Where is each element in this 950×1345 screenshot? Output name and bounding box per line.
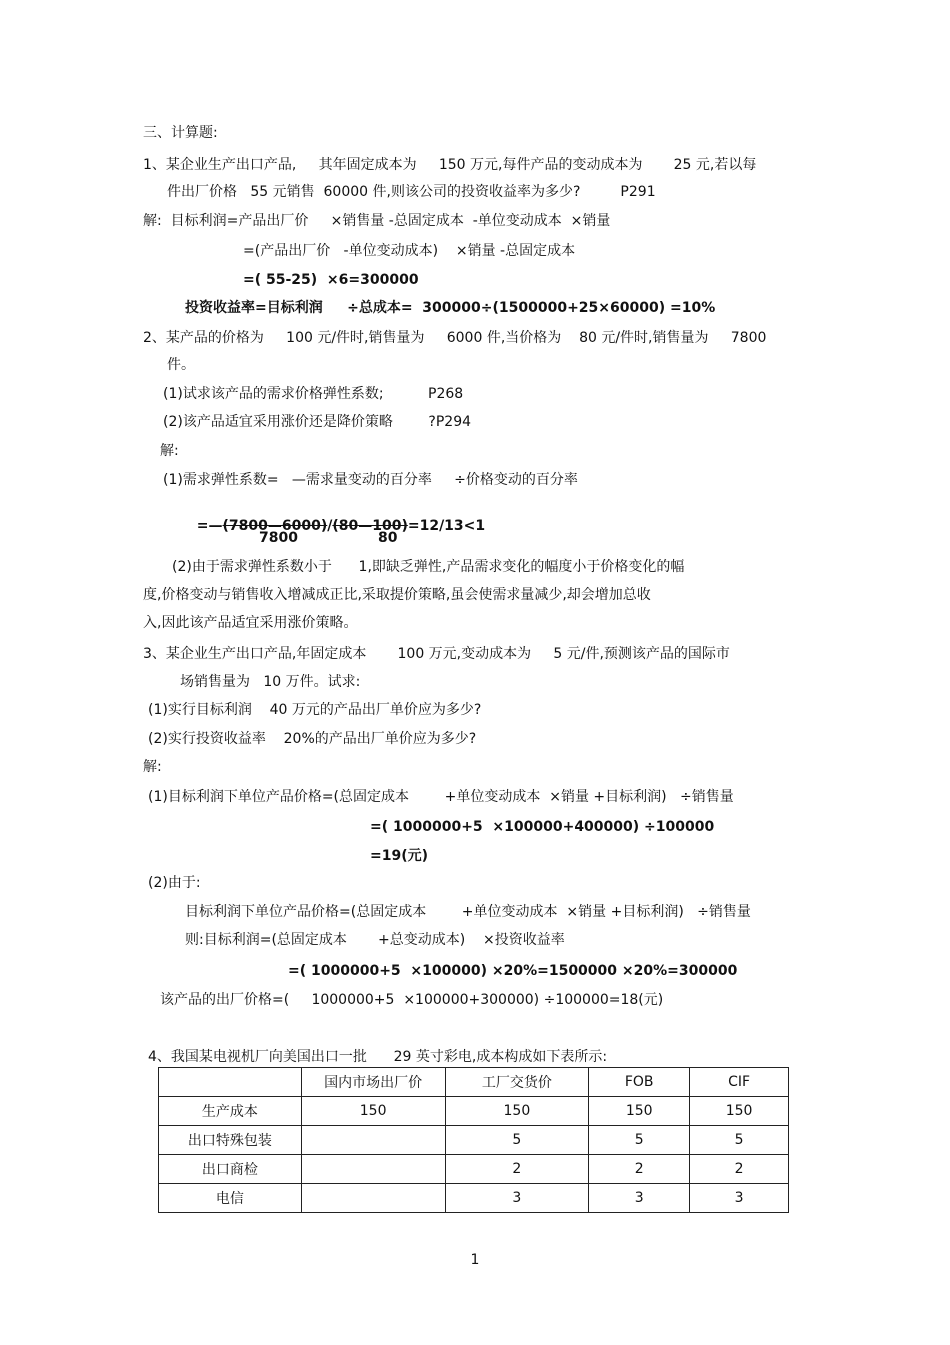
q2-denominator-2: 80 — [378, 530, 398, 546]
table-header-cell: 国内市场出厂价 — [301, 1068, 445, 1097]
table-cell: 2 — [690, 1155, 789, 1184]
table-header-cell: FOB — [589, 1068, 690, 1097]
table-cell: 150 — [589, 1097, 690, 1126]
q2-formula — [187, 499, 485, 535]
table-header-row — [159, 1068, 789, 1097]
table-cell: 电信 — [159, 1184, 302, 1213]
table-cell — [301, 1126, 445, 1155]
table-cell: 150 — [690, 1097, 789, 1126]
page-number: 1 — [470, 1252, 480, 1268]
table-header-cell — [159, 1068, 302, 1097]
q3-line-2: 场销售量为 10 万件。试求: — [180, 674, 361, 690]
q3-solution-label: 解: — [143, 759, 162, 775]
q3-answer-1: (1)目标利润下单位产品价格=(总固定成本 +单位变动成本 ×销量 +目标利润) ÷销售量 — [148, 789, 734, 805]
q2-numerator-1: (7800—6000) — [222, 518, 328, 534]
section-heading: 三、计算题: — [143, 125, 218, 141]
table-row — [159, 1184, 789, 1213]
q3-part-1: (1)实行目标利润 40 万元的产品出厂单价应为多少? — [148, 702, 482, 718]
q3-part2-line-1: 目标利润下单位产品价格=(总固定成本 +单位变动成本 ×销量 +目标利润) ÷销售量 — [185, 904, 751, 920]
table-cell: 出口特殊包装 — [159, 1126, 302, 1155]
q2-line-1: 2、某产品的价格为 100 元/件时,销售量为 6000 件,当价格为 80 元/件时,销售量为 7800 — [143, 330, 767, 346]
table-cell: 3 — [589, 1184, 690, 1213]
q1-line-1: 1、某企业生产出口产品, 其年固定成本为 150 万元,每件产品的变动成本为 25 元,若以每 — [143, 157, 757, 173]
table-row — [159, 1097, 789, 1126]
q2-answer-5: 入,因此该产品适宜采用涨价策略。 — [143, 615, 358, 631]
q3-part2-intro: (2)由于: — [148, 875, 201, 891]
table-cell — [301, 1184, 445, 1213]
table-cell: 2 — [445, 1155, 589, 1184]
table-cell: 150 — [301, 1097, 445, 1126]
table-cell: 3 — [690, 1184, 789, 1213]
q3-line-1: 3、某企业生产出口产品,年固定成本 100 万元,变动成本为 5 元/件,预测该产品的国际市 — [143, 646, 730, 662]
q3-answer-2: =( 1000000+5 ×100000+400000) ÷100000 — [370, 819, 715, 835]
q3-part2-line-3: =( 1000000+5 ×100000) ×20%=1500000 ×20%=300000 — [288, 963, 738, 979]
q3-part2-line-2: 则:目标利润=(总固定成本 +总变动成本) ×投资收益率 — [185, 932, 565, 948]
q2-part-2: (2)该产品适宜采用涨价还是降价策略 ?P294 — [163, 414, 472, 430]
q2-part-1: (1)试求该产品的需求价格弹性系数; P268 — [163, 386, 464, 402]
table-cell: 150 — [445, 1097, 589, 1126]
q2-formula-prefix: =— — [196, 518, 223, 534]
q2-line-2: 件。 — [167, 357, 195, 373]
q4-line-1: 4、我国某电视机厂向美国出口一批 29 英寸彩电,成本构成如下表所示: — [148, 1049, 608, 1065]
cost-table — [158, 1067, 789, 1213]
table-header-cell: 工厂交货价 — [445, 1068, 589, 1097]
table-row — [159, 1155, 789, 1184]
q1-solution-1: 解: 目标利润=产品出厂价 ×销售量 -总固定成本 -单位变动成本 ×销量 — [143, 213, 611, 229]
q1-solution-4: 投资收益率=目标利润 ÷总成本= 300000÷(1500000+25×60000) =10% — [185, 300, 716, 316]
q3-part2-line-4: 该产品的出厂价格=( 1000000+5 ×100000+300000) ÷100000=18(元) — [160, 992, 664, 1008]
table-cell: 出口商检 — [159, 1155, 302, 1184]
q2-denominator-1: 7800 — [259, 530, 298, 546]
table-cell: 生产成本 — [159, 1097, 302, 1126]
q2-answer-1: (1)需求弹性系数= —需求量变动的百分率 ÷价格变动的百分率 — [163, 472, 578, 488]
q2-answer-3: (2)由于需求弹性系数小于 1,即缺乏弹性,产品需求变化的幅度小于价格变化的幅 — [172, 559, 685, 575]
table-cell: 5 — [589, 1126, 690, 1155]
q2-divider: / — [327, 518, 333, 534]
q1-solution-3: =( 55-25) ×6=300000 — [243, 272, 419, 288]
table-header-cell: CIF — [690, 1068, 789, 1097]
q1-solution-2: =(产品出厂价 -单位变动成本) ×销量 -总固定成本 — [243, 243, 576, 259]
q2-answer-4: 度,价格变动与销售收入增减成正比,采取提价策略,虽会使需求量减少,却会增加总收 — [143, 587, 651, 603]
q2-formula-result: =12/13<1 — [407, 518, 486, 534]
table-cell: 3 — [445, 1184, 589, 1213]
q1-line-2: 件出厂价格 55 元销售 60000 件,则该公司的投资收益率为多少? P291 — [167, 184, 656, 200]
table-cell — [301, 1155, 445, 1184]
q3-answer-3: =19(元) — [370, 848, 429, 864]
q2-solution-label: 解: — [160, 443, 179, 459]
table-cell: 2 — [589, 1155, 690, 1184]
q2-numerator-2: (80—100) — [332, 518, 408, 534]
q3-part-2: (2)实行投资收益率 20%的产品出厂单价应为多少? — [148, 731, 477, 747]
table-cell: 5 — [445, 1126, 589, 1155]
table-row — [159, 1126, 789, 1155]
table-cell: 5 — [690, 1126, 789, 1155]
